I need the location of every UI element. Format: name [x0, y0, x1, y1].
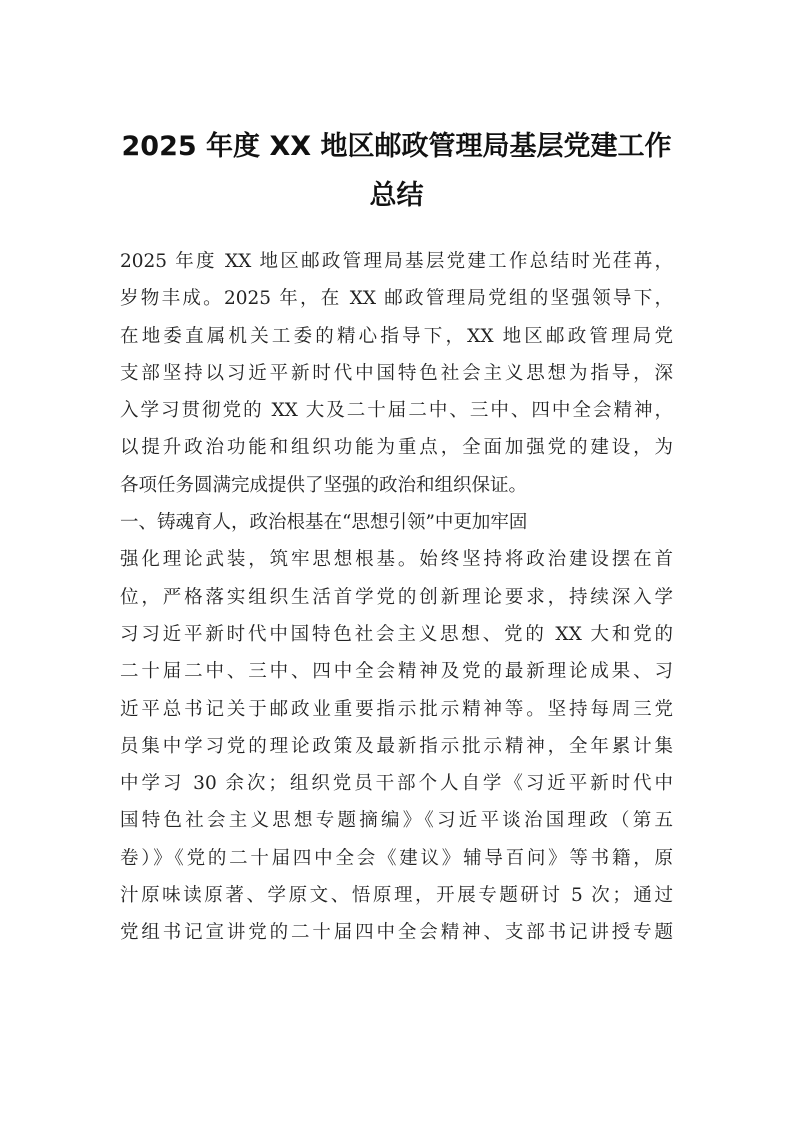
body-line: 国特色社会主义思想专题摘编》《习近平谈治国理政（第五	[120, 810, 673, 832]
body-line: 员集中学习党的理论政策及最新指示批示精神，全年累计集	[120, 735, 673, 757]
body-line: 近平总书记关于邮政业重要指示批示精神等。坚持每周三党	[120, 698, 673, 720]
body-line: 支部坚持以习近平新时代中国特色社会主义思想为指导，深	[120, 362, 673, 384]
body-line: 党组书记宣讲党的二十届四中全会精神、支部书记讲授专题	[120, 922, 673, 944]
body-line: 岁物丰成。2025 年，在 XX 邮政管理局党组的坚强领导下，	[120, 288, 673, 310]
section-heading: 一、铸魂育人，政治根基在“思想引领”中更加牢固	[120, 512, 528, 534]
body-line: 强化理论武装，筑牢思想根基。始终坚持将政治建设摆在首	[120, 549, 673, 571]
body-line: 入学习贯彻党的 XX 大及二十届二中、三中、四中全会精神，	[120, 400, 673, 422]
body-line: 以提升政治功能和组织功能为重点，全面加强党的建设，为	[120, 437, 673, 459]
body-line: 中学习 30 余次；组织党员干部个人自学《习近平新时代中	[120, 773, 673, 795]
document-body	[120, 243, 673, 952]
body-line: 各项任务圆满完成提供了坚强的政治和组织保证。	[120, 474, 528, 496]
body-line: 二十届二中、三中、四中全会精神及党的最新理论成果、习	[120, 661, 673, 683]
body-line: 汁原味读原著、学原文、悟原理，开展专题研讨 5 次；通过	[120, 885, 673, 907]
body-line: 习习近平新时代中国特色社会主义思想、党的 XX 大和党的	[120, 623, 673, 645]
body-line: 在地委直属机关工委的精心指导下，XX 地区邮政管理局党	[120, 325, 673, 347]
body-line: 位，严格落实组织生活首学党的创新理论要求，持续深入学	[120, 586, 673, 608]
document-title	[100, 122, 693, 220]
title-line: 总结	[369, 180, 424, 211]
title-line: 2025 年度 XX 地区邮政管理局基层党建工作	[121, 131, 672, 162]
body-line: 卷）》《党的二十届四中全会《建议》辅导百问》等书籍，原	[120, 847, 673, 869]
body-line: 2025 年度 XX 地区邮政管理局基层党建工作总结时光荏苒，	[120, 251, 673, 272]
